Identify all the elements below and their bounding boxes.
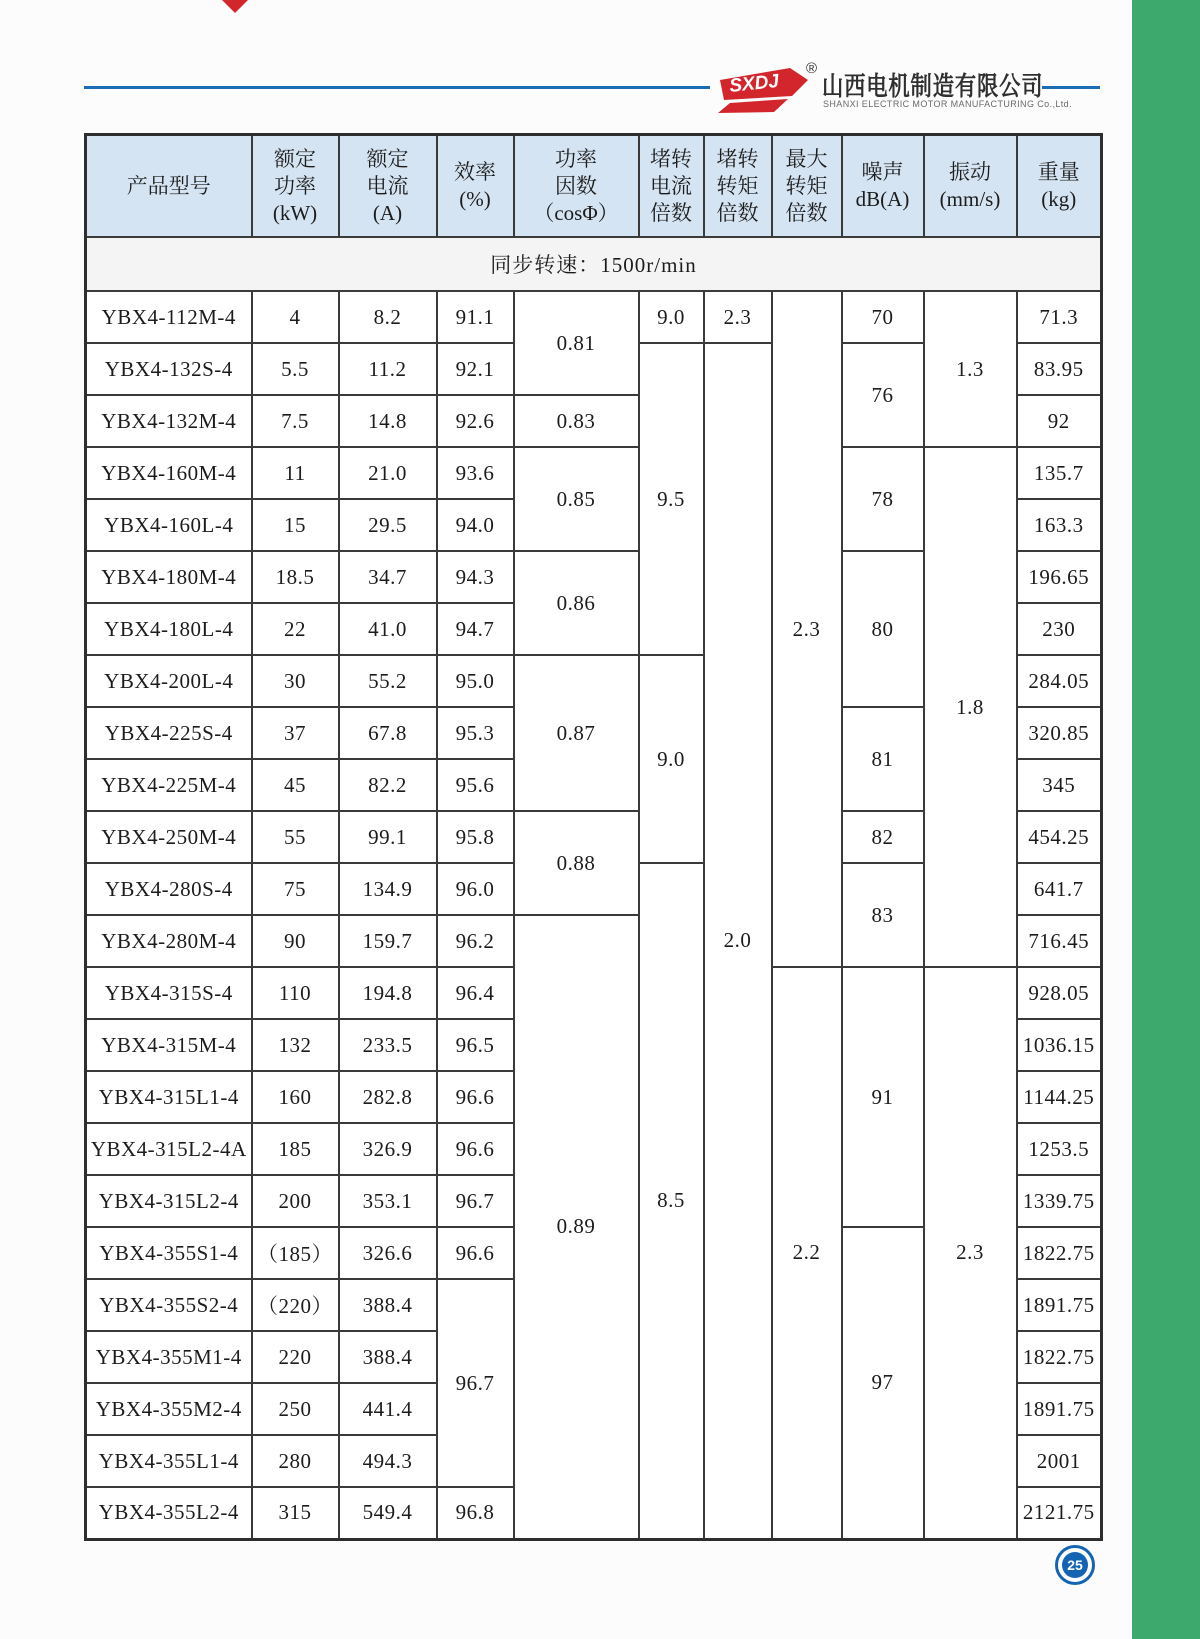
motor-spec-table	[84, 133, 1103, 1541]
cell-weight: 716.45	[1017, 915, 1102, 967]
cell-efficiency: 94.7	[437, 603, 514, 655]
cell-efficiency: 91.1	[437, 291, 514, 343]
cell-rated-current: 134.9	[339, 863, 437, 915]
model-cell: YBX4-355S2-4	[86, 1279, 252, 1331]
cell-rated-power: 37	[252, 707, 339, 759]
model-cell: YBX4-315S-4	[86, 967, 252, 1019]
column-header-noise: 噪声 dB(A)	[842, 135, 924, 238]
cell-rated-current: 14.8	[339, 395, 437, 447]
column-header-power-factor: 功率 因数 （cosΦ）	[514, 135, 639, 238]
cell-efficiency: 96.8	[437, 1487, 514, 1539]
company-logo	[716, 66, 808, 114]
table-header	[86, 135, 1102, 238]
page-number-badge	[1055, 1545, 1095, 1585]
cell-efficiency: 93.6	[437, 447, 514, 499]
cell-locked-rotor-current-ratio: 8.5	[639, 863, 704, 1539]
cell-rated-current: 326.6	[339, 1227, 437, 1279]
cell-rated-power: 18.5	[252, 551, 339, 603]
cell-rated-power: 110	[252, 967, 339, 1019]
model-cell: YBX4-160L-4	[86, 499, 252, 551]
cell-rated-power: 185	[252, 1123, 339, 1175]
cell-rated-power: 45	[252, 759, 339, 811]
model-cell: YBX4-132M-4	[86, 395, 252, 447]
model-cell: YBX4-355M2-4	[86, 1383, 252, 1435]
model-cell: YBX4-200L-4	[86, 655, 252, 707]
cell-weight: 284.05	[1017, 655, 1102, 707]
cell-power-factor: 0.83	[514, 395, 639, 447]
cell-rated-power: 132	[252, 1019, 339, 1071]
cell-rated-current: 194.8	[339, 967, 437, 1019]
sync-speed-label: 同步转速：1500r/min	[86, 237, 1102, 291]
cell-rated-current: 233.5	[339, 1019, 437, 1071]
cell-weight: 1144.25	[1017, 1071, 1102, 1123]
model-cell: YBX4-315L2-4	[86, 1175, 252, 1227]
cell-noise: 76	[842, 343, 924, 447]
cell-efficiency: 95.6	[437, 759, 514, 811]
model-cell: YBX4-280M-4	[86, 915, 252, 967]
cell-weight: 1339.75	[1017, 1175, 1102, 1227]
cell-noise: 82	[842, 811, 924, 863]
cell-max-torque-ratio: 2.3	[772, 291, 842, 967]
cell-efficiency: 95.3	[437, 707, 514, 759]
cell-rated-power: 22	[252, 603, 339, 655]
cell-power-factor: 0.88	[514, 811, 639, 915]
cell-weight: 454.25	[1017, 811, 1102, 863]
cell-rated-current: 29.5	[339, 499, 437, 551]
cell-efficiency: 94.0	[437, 499, 514, 551]
cell-noise: 97	[842, 1227, 924, 1539]
page-edge-band	[1132, 0, 1200, 1639]
cell-noise: 81	[842, 707, 924, 811]
model-cell: YBX4-180L-4	[86, 603, 252, 655]
motor-spec-table-wrap	[84, 133, 1100, 1541]
header-rule-right	[1042, 86, 1100, 89]
cell-efficiency: 94.3	[437, 551, 514, 603]
cell-efficiency: 96.6	[437, 1227, 514, 1279]
model-cell: YBX4-160M-4	[86, 447, 252, 499]
cell-efficiency: 96.0	[437, 863, 514, 915]
model-cell: YBX4-355M1-4	[86, 1331, 252, 1383]
column-header-model: 产品型号	[86, 135, 252, 238]
cell-power-factor: 0.87	[514, 655, 639, 811]
cell-weight: 928.05	[1017, 967, 1102, 1019]
cell-weight: 2001	[1017, 1435, 1102, 1487]
cell-efficiency: 96.4	[437, 967, 514, 1019]
cell-max-torque-ratio: 2.2	[772, 967, 842, 1539]
cell-noise: 91	[842, 967, 924, 1227]
cell-vibration: 2.3	[924, 967, 1017, 1539]
cell-weight: 83.95	[1017, 343, 1102, 395]
cell-rated-power: 280	[252, 1435, 339, 1487]
cell-weight: 196.65	[1017, 551, 1102, 603]
cell-weight: 345	[1017, 759, 1102, 811]
cell-rated-current: 388.4	[339, 1279, 437, 1331]
cell-rated-power: 315	[252, 1487, 339, 1539]
cell-efficiency: 95.0	[437, 655, 514, 707]
cell-rated-power: 90	[252, 915, 339, 967]
cell-rated-power: （185）	[252, 1227, 339, 1279]
model-cell: YBX4-280S-4	[86, 863, 252, 915]
cell-rated-current: 388.4	[339, 1331, 437, 1383]
table-row	[86, 447, 1102, 499]
column-header-rated-current: 额定 电流 (A)	[339, 135, 437, 238]
model-cell: YBX4-250M-4	[86, 811, 252, 863]
model-cell: YBX4-112M-4	[86, 291, 252, 343]
cell-weight: 1822.75	[1017, 1227, 1102, 1279]
cell-locked-rotor-current-ratio: 9.5	[639, 343, 704, 655]
cell-vibration: 1.3	[924, 291, 1017, 447]
column-header-weight: 重量 (kg)	[1017, 135, 1102, 238]
cell-rated-current: 21.0	[339, 447, 437, 499]
model-cell: YBX4-315L2-4A	[86, 1123, 252, 1175]
cell-rated-power: 4	[252, 291, 339, 343]
cell-rated-current: 99.1	[339, 811, 437, 863]
model-cell: YBX4-315L1-4	[86, 1071, 252, 1123]
cell-rated-power: 7.5	[252, 395, 339, 447]
cell-weight: 2121.75	[1017, 1487, 1102, 1539]
cell-rated-current: 34.7	[339, 551, 437, 603]
cell-efficiency: 95.8	[437, 811, 514, 863]
cell-rated-current: 549.4	[339, 1487, 437, 1539]
cell-locked-rotor-torque-ratio: 2.3	[704, 291, 772, 343]
cell-rated-power: 30	[252, 655, 339, 707]
cell-rated-current: 159.7	[339, 915, 437, 967]
cell-rated-power: 160	[252, 1071, 339, 1123]
cell-efficiency: 96.6	[437, 1071, 514, 1123]
cell-rated-current: 8.2	[339, 291, 437, 343]
cell-noise: 83	[842, 863, 924, 967]
cell-rated-current: 494.3	[339, 1435, 437, 1487]
page-number: 25	[1062, 1552, 1088, 1578]
cell-rated-power: 200	[252, 1175, 339, 1227]
cell-weight: 92	[1017, 395, 1102, 447]
cell-vibration: 1.8	[924, 447, 1017, 967]
cell-efficiency: 92.1	[437, 343, 514, 395]
cell-efficiency: 92.6	[437, 395, 514, 447]
cell-rated-power: 75	[252, 863, 339, 915]
cell-weight: 1253.5	[1017, 1123, 1102, 1175]
cell-weight: 163.3	[1017, 499, 1102, 551]
cell-locked-rotor-torque-ratio: 2.0	[704, 343, 772, 1539]
model-cell: YBX4-225S-4	[86, 707, 252, 759]
cell-weight: 1822.75	[1017, 1331, 1102, 1383]
cell-weight: 135.7	[1017, 447, 1102, 499]
cell-weight: 641.7	[1017, 863, 1102, 915]
model-cell: YBX4-355L1-4	[86, 1435, 252, 1487]
cell-power-factor: 0.81	[514, 291, 639, 395]
cell-rated-current: 326.9	[339, 1123, 437, 1175]
cell-noise: 78	[842, 447, 924, 551]
cell-weight: 1891.75	[1017, 1383, 1102, 1435]
cell-rated-current: 41.0	[339, 603, 437, 655]
model-cell: YBX4-355S1-4	[86, 1227, 252, 1279]
cell-weight: 1891.75	[1017, 1279, 1102, 1331]
cell-rated-current: 67.8	[339, 707, 437, 759]
cell-rated-power: 250	[252, 1383, 339, 1435]
top-red-mark	[222, 0, 248, 13]
cell-rated-power: （220）	[252, 1279, 339, 1331]
cell-power-factor: 0.89	[514, 915, 639, 1539]
header-rule-left	[84, 86, 710, 89]
column-header-max-torque-ratio: 最大 转矩 倍数	[772, 135, 842, 238]
company-name-cn: 山西电机制造有限公司	[822, 71, 1044, 101]
cell-rated-current: 82.2	[339, 759, 437, 811]
company-name-en: SHANXI ELECTRIC MOTOR MANUFACTURING Co.,Ltd.	[823, 99, 1072, 109]
cell-noise: 70	[842, 291, 924, 343]
column-header-locked-rotor-current-ratio: 堵转 电流 倍数	[639, 135, 704, 238]
column-header-locked-rotor-torque-ratio: 堵转 转矩 倍数	[704, 135, 772, 238]
cell-rated-current: 11.2	[339, 343, 437, 395]
cell-power-factor: 0.85	[514, 447, 639, 551]
cell-power-factor: 0.86	[514, 551, 639, 655]
model-cell: YBX4-180M-4	[86, 551, 252, 603]
cell-noise: 80	[842, 551, 924, 707]
cell-efficiency: 96.5	[437, 1019, 514, 1071]
cell-rated-current: 441.4	[339, 1383, 437, 1435]
cell-weight: 320.85	[1017, 707, 1102, 759]
cell-efficiency: 96.2	[437, 915, 514, 967]
cell-rated-power: 220	[252, 1331, 339, 1383]
cell-rated-power: 5.5	[252, 343, 339, 395]
cell-rated-power: 11	[252, 447, 339, 499]
model-cell: YBX4-132S-4	[86, 343, 252, 395]
cell-efficiency: 96.7	[437, 1175, 514, 1227]
cell-efficiency: 96.7	[437, 1279, 514, 1487]
column-header-rated-power: 额定 功率 (kW)	[252, 135, 339, 238]
cell-locked-rotor-current-ratio: 9.0	[639, 291, 704, 343]
cell-weight: 230	[1017, 603, 1102, 655]
cell-rated-current: 282.8	[339, 1071, 437, 1123]
model-cell: YBX4-355L2-4	[86, 1487, 252, 1539]
cell-rated-power: 55	[252, 811, 339, 863]
model-cell: YBX4-315M-4	[86, 1019, 252, 1071]
column-header-efficiency: 效率 (%)	[437, 135, 514, 238]
cell-efficiency: 96.6	[437, 1123, 514, 1175]
column-header-vibration: 振动 (mm/s)	[924, 135, 1017, 238]
sync-speed-row	[86, 237, 1102, 291]
cell-rated-power: 15	[252, 499, 339, 551]
cell-locked-rotor-current-ratio: 9.0	[639, 655, 704, 863]
table-body	[86, 237, 1102, 1539]
registered-trademark-icon: ®	[806, 60, 818, 77]
cell-weight: 71.3	[1017, 291, 1102, 343]
sxdj-logo-icon	[716, 66, 808, 114]
header-row	[86, 135, 1102, 238]
cell-rated-current: 353.1	[339, 1175, 437, 1227]
svg-text:SXDJ: SXDJ	[728, 70, 780, 97]
table-row	[86, 291, 1102, 343]
model-cell: YBX4-225M-4	[86, 759, 252, 811]
cell-rated-current: 55.2	[339, 655, 437, 707]
cell-weight: 1036.15	[1017, 1019, 1102, 1071]
